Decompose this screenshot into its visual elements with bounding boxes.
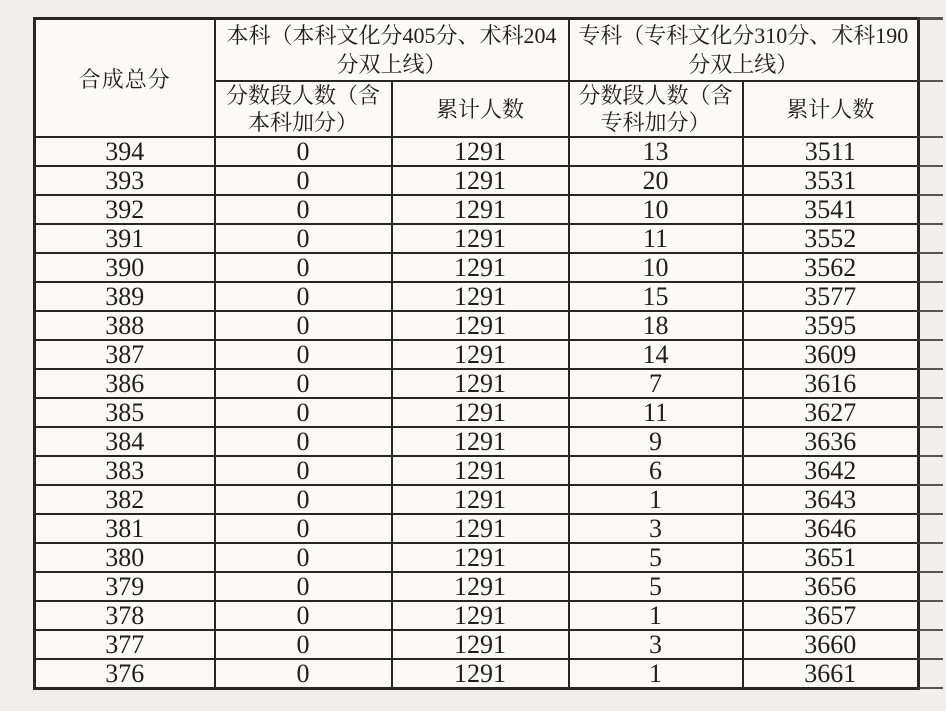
benke-cumulative-count-cell: 1291 (392, 166, 569, 195)
zhuanke-segment-count-cell: 3 (569, 630, 743, 659)
table-row (35, 601, 919, 630)
group-header-row (35, 19, 919, 82)
zhuanke-cumulative-count-cell: 3531 (743, 166, 919, 195)
zhuanke-segment-count-cell: 20 (569, 166, 743, 195)
table-row (35, 195, 919, 224)
benke-segment-count-cell: 0 (215, 572, 392, 601)
score-cell: 391 (35, 224, 215, 253)
score-cell: 390 (35, 253, 215, 282)
zhuanke-cumulative-count-cell: 3609 (743, 340, 919, 369)
benke-cumulative-count-cell: 1291 (392, 369, 569, 398)
zhuanke-cumulative-count-cell: 3577 (743, 282, 919, 311)
benke-cumulative-count-cell: 1291 (392, 456, 569, 485)
benke-cumulative-count-cell: 1291 (392, 601, 569, 630)
benke-segment-count-cell: 0 (215, 311, 392, 340)
benke-segment-count-cell: 0 (215, 485, 392, 514)
benke-cumulative-count-cell: 1291 (392, 224, 569, 253)
scan-artifact-line (917, 17, 943, 20)
scan-artifact-line (917, 80, 943, 82)
benke-segment-count-cell: 0 (215, 369, 392, 398)
table-row (35, 543, 919, 572)
zhuanke-cumulative-count-cell: 3661 (743, 659, 919, 689)
score-cell: 379 (35, 572, 215, 601)
score-cell: 389 (35, 282, 215, 311)
table-row (35, 514, 919, 543)
benke-segment-count-cell: 0 (215, 456, 392, 485)
zhuanke-segment-count-cell: 3 (569, 514, 743, 543)
benke-cumulative-count-cell: 1291 (392, 253, 569, 282)
zhuanke-segment-count-cell: 14 (569, 340, 743, 369)
header-benke-segment-count: 分数段人数（含本科加分） (215, 81, 392, 137)
table-row (35, 485, 919, 514)
benke-segment-count-cell: 0 (215, 166, 392, 195)
benke-cumulative-count-cell: 1291 (392, 137, 569, 166)
table-header (35, 19, 919, 138)
zhuanke-segment-count-cell: 11 (569, 398, 743, 427)
zhuanke-segment-count-cell: 11 (569, 224, 743, 253)
zhuanke-segment-count-cell: 10 (569, 195, 743, 224)
benke-cumulative-count-cell: 1291 (392, 195, 569, 224)
benke-cumulative-count-cell: 1291 (392, 311, 569, 340)
zhuanke-cumulative-count-cell: 3643 (743, 485, 919, 514)
zhuanke-cumulative-count-cell: 3656 (743, 572, 919, 601)
benke-segment-count-cell: 0 (215, 340, 392, 369)
score-cell: 378 (35, 601, 215, 630)
zhuanke-segment-count-cell: 1 (569, 601, 743, 630)
table-row (35, 572, 919, 601)
zhuanke-cumulative-count-cell: 3646 (743, 514, 919, 543)
benke-segment-count-cell: 0 (215, 514, 392, 543)
zhuanke-segment-count-cell: 10 (569, 253, 743, 282)
score-cell: 385 (35, 398, 215, 427)
score-cell: 381 (35, 514, 215, 543)
zhuanke-segment-count-cell: 5 (569, 543, 743, 572)
zhuanke-cumulative-count-cell: 3552 (743, 224, 919, 253)
zhuanke-segment-count-cell: 6 (569, 456, 743, 485)
table-row (35, 659, 919, 689)
zhuanke-cumulative-count-cell: 3595 (743, 311, 919, 340)
benke-segment-count-cell: 0 (215, 630, 392, 659)
table-row (35, 398, 919, 427)
table-row (35, 369, 919, 398)
benke-segment-count-cell: 0 (215, 282, 392, 311)
table-row (35, 456, 919, 485)
zhuanke-segment-count-cell: 1 (569, 659, 743, 689)
benke-cumulative-count-cell: 1291 (392, 282, 569, 311)
benke-cumulative-count-cell: 1291 (392, 514, 569, 543)
score-cell: 388 (35, 311, 215, 340)
table-row (35, 166, 919, 195)
benke-segment-count-cell: 0 (215, 253, 392, 282)
scan-artifact-lines (917, 136, 943, 693)
benke-segment-count-cell: 0 (215, 543, 392, 572)
score-cell: 386 (35, 369, 215, 398)
table-row (35, 282, 919, 311)
benke-segment-count-cell: 0 (215, 427, 392, 456)
header-benke-cumulative-count: 累计人数 (392, 81, 569, 137)
benke-segment-count-cell: 0 (215, 398, 392, 427)
zhuanke-segment-count-cell: 1 (569, 485, 743, 514)
zhuanke-cumulative-count-cell: 3627 (743, 398, 919, 427)
table-row (35, 311, 919, 340)
table-row (35, 224, 919, 253)
zhuanke-cumulative-count-cell: 3636 (743, 427, 919, 456)
zhuanke-segment-count-cell: 5 (569, 572, 743, 601)
header-zhuanke-segment-count: 分数段人数（含专科加分） (569, 81, 743, 137)
zhuanke-cumulative-count-cell: 3511 (743, 137, 919, 166)
table-row (35, 137, 919, 166)
benke-cumulative-count-cell: 1291 (392, 485, 569, 514)
benke-segment-count-cell: 0 (215, 137, 392, 166)
benke-cumulative-count-cell: 1291 (392, 398, 569, 427)
score-distribution-table (33, 17, 920, 690)
header-zhuanke-group: 专科（专科文化分310分、术科190分双上线） (569, 19, 919, 82)
score-cell: 394 (35, 137, 215, 166)
benke-segment-count-cell: 0 (215, 224, 392, 253)
zhuanke-cumulative-count-cell: 3657 (743, 601, 919, 630)
score-cell: 393 (35, 166, 215, 195)
benke-cumulative-count-cell: 1291 (392, 630, 569, 659)
table-row (35, 630, 919, 659)
benke-cumulative-count-cell: 1291 (392, 543, 569, 572)
score-cell: 376 (35, 659, 215, 689)
header-benke-group: 本科（本科文化分405分、术科204分双上线） (215, 19, 569, 82)
zhuanke-segment-count-cell: 7 (569, 369, 743, 398)
zhuanke-segment-count-cell: 15 (569, 282, 743, 311)
zhuanke-cumulative-count-cell: 3541 (743, 195, 919, 224)
table-row (35, 427, 919, 456)
benke-segment-count-cell: 0 (215, 659, 392, 689)
score-cell: 382 (35, 485, 215, 514)
zhuanke-segment-count-cell: 9 (569, 427, 743, 456)
score-cell: 383 (35, 456, 215, 485)
zhuanke-cumulative-count-cell: 3642 (743, 456, 919, 485)
benke-cumulative-count-cell: 1291 (392, 340, 569, 369)
benke-cumulative-count-cell: 1291 (392, 572, 569, 601)
score-cell: 392 (35, 195, 215, 224)
score-cell: 380 (35, 543, 215, 572)
zhuanke-cumulative-count-cell: 3562 (743, 253, 919, 282)
benke-cumulative-count-cell: 1291 (392, 427, 569, 456)
benke-segment-count-cell: 0 (215, 601, 392, 630)
benke-cumulative-count-cell: 1291 (392, 659, 569, 689)
score-cell: 387 (35, 340, 215, 369)
zhuanke-cumulative-count-cell: 3616 (743, 369, 919, 398)
score-cell: 377 (35, 630, 215, 659)
score-cell: 384 (35, 427, 215, 456)
benke-segment-count-cell: 0 (215, 195, 392, 224)
table-row (35, 253, 919, 282)
zhuanke-cumulative-count-cell: 3660 (743, 630, 919, 659)
header-zhuanke-cumulative-count: 累计人数 (743, 81, 919, 137)
zhuanke-cumulative-count-cell: 3651 (743, 543, 919, 572)
zhuanke-segment-count-cell: 13 (569, 137, 743, 166)
table-row (35, 340, 919, 369)
zhuanke-segment-count-cell: 18 (569, 311, 743, 340)
header-composite-score: 合成总分 (35, 19, 215, 138)
table-body (35, 137, 919, 689)
